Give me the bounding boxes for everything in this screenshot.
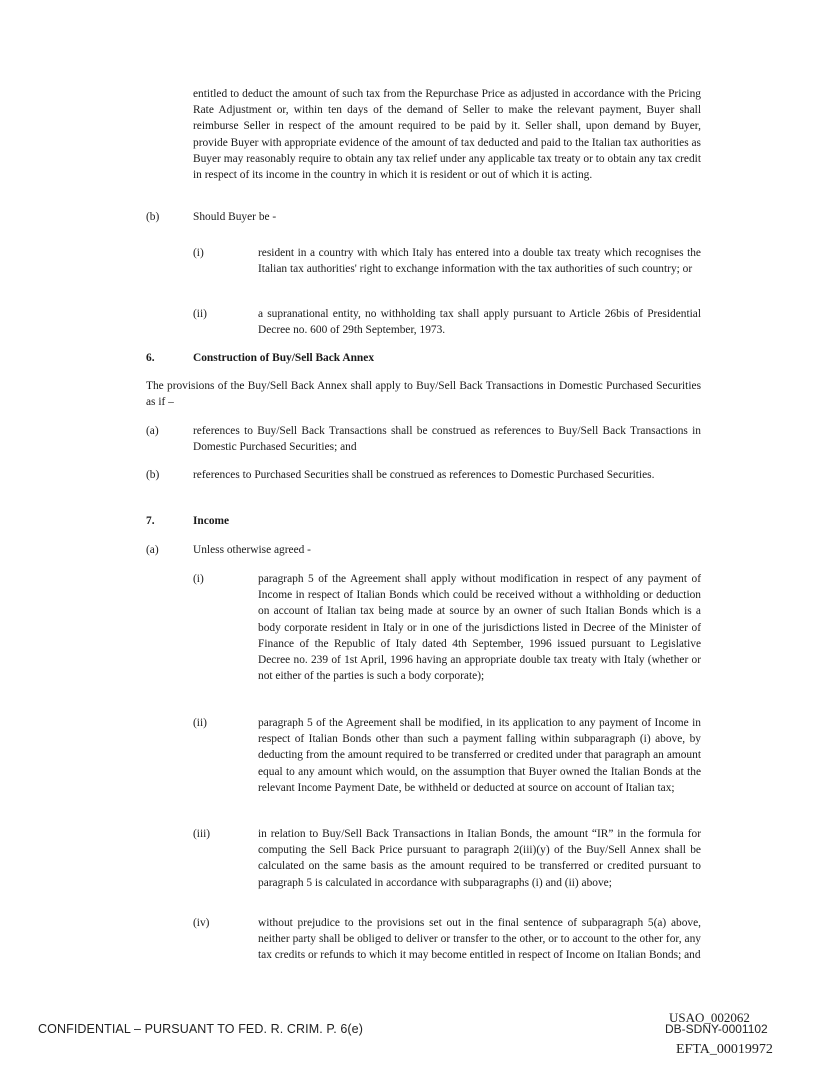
bates-db-stamp: DB-SDNY-0001102 (665, 1022, 768, 1036)
section-7-i-text: paragraph 5 of the Agreement shall apply without modification in respect of any payment of Income in respect of Italian Bonds which could be received without a withholding or deduction on account of Italian tax being made at source by an owner of such Italian Bonds which is a body corporate resident in Italy or in one of the jurisdictions listed in Decree of the Minister of Finance of the Republic of Italy dated 4th September, 1996 issued pursuant to Legislative Decree no. 239 of 1st April, 1996 having an appropriate double tax treaty with Italy (whether or not either of the parties is such a body corporate); (258, 573, 701, 683)
section-6-b-text: references to Purchased Securities shall be construed as references to Domestic Purchased Securities. (193, 469, 655, 481)
section-6-b-label: (b) (146, 469, 160, 481)
section-7-iii-text: in relation to Buy/Sell Back Transactions in Italian Bonds, the amount “IR” in the formula for computing the Sell Back Price pursuant to paragraph 2(iii)(y) of the Buy/Sell Annex shall be calculated on the same basis as the amount required to be transferred or credited pursuant to paragraph 5 is calculated in accordance with subparagraphs (i) and (ii) above; (258, 828, 701, 889)
section-6-heading: Construction of Buy/Sell Back Annex (193, 352, 375, 364)
section-6-a-text: references to Buy/Sell Back Transactions shall be construed as references to Buy/Sell Back Transactions in Domestic Purchased Securities; and (193, 425, 701, 454)
item-b-ii-label: (ii) (193, 308, 207, 320)
item-b-label: (b) (146, 211, 160, 223)
section-7-ii-label: (ii) (193, 717, 207, 729)
item-b-i-text: resident in a country with which Italy has entered into a double tax treaty which recognises the Italian tax authorities' right to exchange information with the tax authorities of such country; or (258, 247, 701, 276)
section-7-a-label: (a) (146, 544, 159, 556)
section-7-ii-text: paragraph 5 of the Agreement shall be modified, in its application to any payment of Income in respect of Italian Bonds other than such a payment falling within subparagraph (i) above, by deducting from the amount required to be transferred or credited under that paragraph an amount equal to any amount which would, on the assumption that Buyer owned the Italian Bonds at the relevant Income Payment Date, be withheld or deducted at source on account of Italian tax; (258, 717, 701, 794)
section-7-iii-label: (iii) (193, 828, 211, 840)
bates-usao-stamp: USAO_002062 (669, 1010, 750, 1025)
section-7-i-label: (i) (193, 573, 204, 585)
section-6-number: 6. (146, 352, 155, 364)
item-b-text: Should Buyer be - (193, 211, 277, 223)
section-7-heading: Income (193, 515, 230, 527)
intro-paragraph: entitled to deduct the amount of such tax from the Repurchase Price as adjusted in accordance with the Pricing Rate Adjustment or, within ten days of the demand of Seller to make the relevant payment, Buyer shall reimburse Seller in respect of the amount required to be paid by it. Seller shall, upon demand by Buyer, provide Buyer with appropriate evidence of the amount of tax deducted and paid to the Italian tax authorities as Buyer may reasonably require to obtain any tax relief under any applicable tax treaty or to obtain any tax credit in respect of its income in the country in which it is resident or out of which it is acting. (193, 88, 701, 182)
item-b-i-label: (i) (193, 247, 204, 259)
section-6-paragraph: The provisions of the Buy/Sell Back Annex shall apply to Buy/Sell Back Transactions in Domestic Purchased Securities as if – (146, 380, 701, 409)
section-7-number: 7. (146, 515, 155, 527)
bates-efta-stamp: EFTA_00019972 (676, 1042, 773, 1057)
section-6-a-label: (a) (146, 425, 159, 437)
section-7-iv-label: (iv) (193, 917, 210, 929)
item-b-ii-text: a supranational entity, no withholding tax shall apply pursuant to Article 26bis of Presidential Decree no. 600 of 29th September, 1973. (258, 308, 701, 337)
confidential-footer: CONFIDENTIAL – PURSUANT TO FED. R. CRIM. P. 6(e) (38, 1022, 363, 1036)
section-7-iv-text: without prejudice to the provisions set out in the final sentence of subparagraph 5(a) above, neither party shall be obliged to deliver or transfer to the other, or to account to the other for, any tax credits or refunds to which it may become entitled in respect of Income on Italian Bonds; and (258, 917, 701, 962)
section-7-a-text: Unless otherwise agreed - (193, 544, 311, 556)
